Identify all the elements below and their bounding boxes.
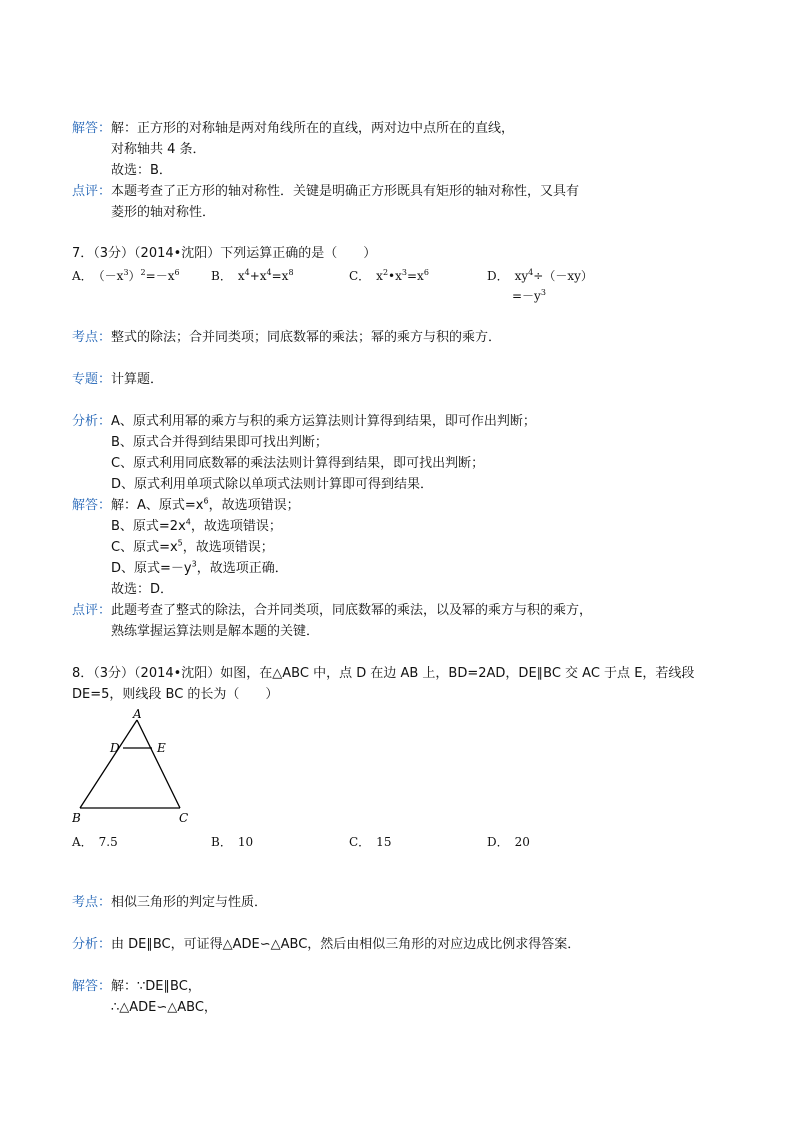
side-ac [137,720,180,808]
label-c: C [179,811,189,825]
analysis-label: 分析： [72,937,112,952]
q7-analysis-line-2: B、原式合并得到结果即可找出判断； [111,435,328,450]
q7-answer-line-2: B、原式$=2x^4$，故选项错误； [111,517,282,534]
q7-analysis-line-1: 分析：A、原式利用幂的乘方与积的乘方运算法则计算得到结果，即可作出判断； [72,414,536,429]
q7-option-a: A． $(-x^3)^2=-x^6$ [72,268,180,283]
q7-answer-line-3: C、原式$=x^5$，故选项错误； [111,538,274,555]
side-ab [80,720,137,808]
q7-answer-line-4: D、原式$=-y^3$，故选项正确． [111,559,288,576]
q8-title-line-2: DE=5，则线段 BC 的长为（ ） [72,687,279,702]
q8-analysis: 分析：由 DE∥BC，可证得△ADE∽△ABC，然后由相似三角形的对应边成比例求得答案． [72,937,581,952]
q7-option-c: C． $x^2•x^3=x^6$ [349,268,429,283]
answer-label: 解答： [72,979,112,994]
q7-analysis-line-4: D、原式利用单项式除以单项式法则计算即可得到结果． [111,477,434,492]
q6-comment-line-1: 点评：本题考查了正方形的轴对称性．关键是明确正方形既具有矩形的轴对称性，又具有 [72,184,580,199]
q8-option-d: D． 20 [487,835,530,849]
answer-label: 解答： [72,498,112,513]
q7-answer-line-1: 解答：解：A、原式$=x^6$，故选项错误； [72,496,300,513]
q8-option-b: B． 10 [211,835,254,849]
label-b: B [72,811,81,825]
q6-comment-line-2: 菱形的轴对称性． [111,205,216,220]
q6-answer-line-3: 故选：B． [111,163,172,178]
q7-comment-line-2: 熟练掌握运算法则是解本题的关键． [111,624,320,639]
q8-option-c: C． 15 [349,835,392,849]
comment-label: 点评： [72,184,112,199]
comment-label: 点评： [72,603,112,618]
q6-answer-line-1: 解答：解：正方形的对称轴是两对角线所在的直线，两对边中点所在的直线， [72,121,515,136]
q7-title: 7．（3分）（2014•沈阳）下列运算正确的是（ ） [72,246,377,261]
q7-keypoint: 考点：整式的除法；合并同类项；同底数幂的乘法；幂的乘方与积的乘方． [72,330,502,345]
label-a: A [133,708,142,721]
label-e: E [157,741,166,755]
keypoint-label: 考点： [72,895,112,910]
analysis-label: 分析： [72,414,112,429]
q8-title-line-1: 8．（3分）（2014•沈阳）如图，在△ABC 中，点 D 在边 AB 上，BD=2AD，DE∥BC 交 AC 于点 E，若线段 [72,666,695,681]
q8-answer-line-1: 解答：解：∵DE∥BC， [72,979,201,994]
q7-comment-line-1: 点评：此题考查了整式的除法，合并同类项，同底数幂的乘法，以及幂的乘方与积的乘方， [72,603,593,618]
label-d: D [110,741,120,755]
q7-analysis-line-3: C、原式利用同底数幂的乘法法则计算得到结果，即可找出判断； [111,456,485,471]
q6-answer-line-2: 对称轴共 4 条． [111,142,206,157]
q7-answer-line-5: 故选：D． [111,582,174,597]
triangle-diagram [72,708,202,826]
q8-option-a: A． 7.5 [72,835,118,849]
q7-option-b: B． $x^4+x^4=x^8$ [211,268,294,283]
q8-answer-line-2: ∴△ADE∽△ABC， [111,1000,217,1015]
q7-option-d-line-2: $=-y^3$ [512,288,546,303]
q8-keypoint: 考点：相似三角形的判定与性质． [72,895,268,910]
answer-label: 解答： [72,121,112,136]
keypoint-label: 考点： [72,330,112,345]
q7-option-d: D． $xy^4\div(-xy)$ [487,268,593,283]
q7-topic: 专题：计算题． [72,372,164,387]
topic-label: 专题： [72,372,112,387]
